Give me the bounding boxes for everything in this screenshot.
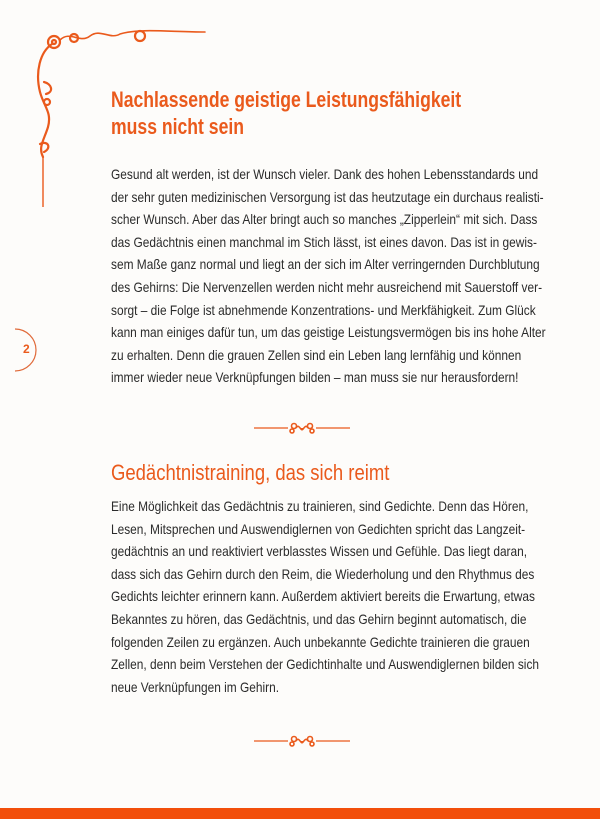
page-number-text: 2 bbox=[23, 342, 30, 356]
section-2-title bbox=[111, 459, 442, 487]
section-2-paragraph bbox=[111, 495, 600, 698]
text-line: neue Verknüpfungen im Gehirn. bbox=[111, 678, 280, 695]
section-2-title-text: Gedächtnistraining, das sich reimt bbox=[111, 460, 390, 485]
text-line: sorgt – die Folge ist abnehmende Konzentrations- und Merkfähigkeit. Zum Glück bbox=[111, 301, 536, 318]
text-line: Gedichts leichter erinnern kann. Außerdem aktiviert bereits die Erwartung, etwas bbox=[111, 588, 535, 605]
section-1-paragraph bbox=[111, 163, 600, 389]
text-line: Zellen, denn beim Verstehen der Gedichtinhalte und Auswendiglernen bilden sich bbox=[111, 656, 540, 673]
section-1-title-line: Nachlassende geistige Leistungsfähigkeit bbox=[111, 87, 462, 112]
text-line: zu erhalten. Denn die grauen Zellen sind ein Leben lang lernfähig und können bbox=[111, 346, 522, 363]
text-line: der sehr guten medizinischen Versorgung ist das heutzutage ein durchaus realisti- bbox=[111, 188, 544, 205]
text-line: Bekanntes zu hören, das Gedächtnis, und das Gehirn beginnt automatisch, die bbox=[111, 610, 527, 627]
text-line: Eine Möglichkeit das Gedächtnis zu trainieren, sind Gedichte. Denn das Hören, bbox=[111, 498, 529, 514]
text-line: sem Maße ganz normal und liegt an der sich im Alter verringernden Durchblutung bbox=[111, 256, 540, 273]
text-line: folgenden Zeilen zu ergänzen. Auch unbekannte Gedichte trainieren die grauen bbox=[111, 633, 530, 650]
text-line: scher Wunsch. Aber das Alter bringt auch so manches „Zipperlein“ mit sich. Dass bbox=[111, 211, 538, 228]
divider-ornament-icon bbox=[252, 420, 352, 436]
text-line: kann man einiges dafür tun, um das geistige Leistungsvermögen bis ins hohe Alter bbox=[111, 324, 546, 341]
divider-ornament-icon bbox=[252, 733, 352, 749]
section-1-title bbox=[111, 86, 549, 140]
footer-color-bar bbox=[0, 808, 600, 819]
text-line: Lesen, Mitsprechen und Auswendiglernen von Gedichten spricht das Langzeit- bbox=[111, 520, 526, 537]
section-1-title-line: muss nicht sein bbox=[111, 114, 245, 139]
page-number bbox=[14, 328, 40, 372]
text-line: immer wieder neue Verknüpfungen bilden – man muss sie nur herausfordern! bbox=[111, 369, 519, 386]
text-line: das Gedächtnis einen manchmal im Stich lässt, ist eines davon. Das ist in gewis- bbox=[111, 233, 537, 250]
text-line: des Gehirns: Die Nervenzellen werden nicht mehr ausreichend mit Sauerstoff ver- bbox=[111, 278, 543, 295]
text-line: gedächtnis an und reaktiviert verblasstes Wissen und Gefühle. Das liegt daran, bbox=[111, 543, 528, 560]
text-line: Gesund alt werden, ist der Wunsch vieler. Dank des hohen Lebensstandards und bbox=[111, 166, 539, 182]
text-line: dass sich das Gehirn durch den Reim, die Wiederholung und den Rhythmus des bbox=[111, 565, 535, 582]
